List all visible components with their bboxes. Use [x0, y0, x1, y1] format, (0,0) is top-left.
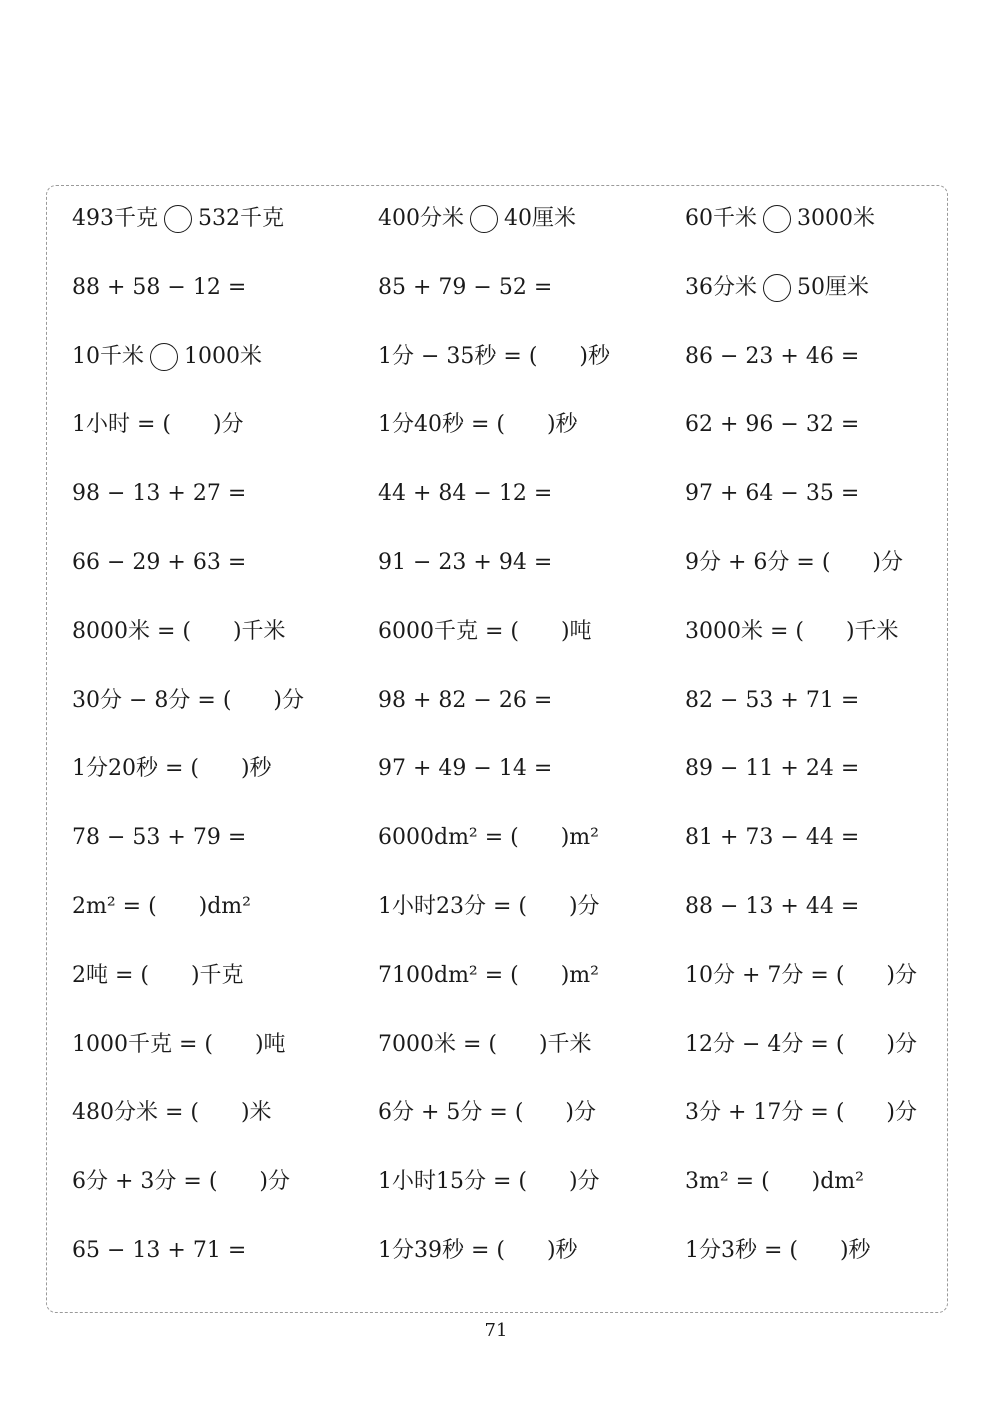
math-problem	[378, 540, 685, 586]
math-problem	[685, 1022, 932, 1068]
math-problem	[378, 678, 685, 724]
math-problem	[72, 609, 378, 655]
answer-circle[interactable]	[164, 205, 192, 233]
math-problem	[685, 1090, 932, 1136]
math-problem	[378, 953, 685, 999]
problem-text: 81 + 73 − 44 =	[685, 825, 860, 851]
problem-text: 91 − 23 + 94 =	[378, 549, 553, 575]
problem-text: 6000千克 = ( )吨	[378, 618, 592, 644]
problem-text: 6分 + 3分 = ( )分	[72, 1169, 290, 1195]
math-problem	[72, 1228, 378, 1274]
math-problem	[378, 746, 685, 792]
math-problem	[378, 1228, 685, 1274]
math-problem	[72, 815, 378, 861]
problem-text: 82 − 53 + 71 =	[685, 687, 860, 713]
compare-right: 1000米	[184, 343, 262, 369]
problem-text: 30分 − 8分 = ( )分	[72, 687, 304, 713]
problem-text: 1分39秒 = ( )秒	[378, 1237, 578, 1263]
math-problem	[685, 746, 932, 792]
problem-text: 1分 − 35秒 = ( )秒	[378, 343, 610, 369]
compare-left: 60千米	[685, 206, 757, 231]
problem-text: 7100dm² = ( )m²	[378, 962, 599, 988]
problem-text: 1小时 = ( )分	[72, 412, 244, 438]
problem-text: 6000dm² = ( )m²	[378, 825, 599, 851]
problem-text: 3m² = ( )dm²	[685, 1169, 864, 1195]
answer-circle[interactable]	[763, 205, 791, 233]
math-problem	[685, 402, 932, 448]
math-problem	[378, 609, 685, 655]
math-problem	[72, 746, 378, 792]
math-problem	[72, 1022, 378, 1068]
problem-text: 98 + 82 − 26 =	[378, 687, 553, 713]
math-problem	[72, 1159, 378, 1205]
problem-text: 97 + 49 − 14 =	[378, 756, 553, 782]
problem-text: 12分 − 4分 = ( )分	[685, 1031, 917, 1057]
problem-text: 1小时23分 = ( )分	[378, 893, 600, 919]
math-problem	[378, 471, 685, 517]
math-problem	[378, 265, 685, 311]
compare-left: 10千米	[72, 343, 144, 369]
math-problem	[378, 402, 685, 448]
math-problem	[72, 265, 378, 311]
math-problem	[72, 471, 378, 517]
math-problem	[72, 402, 378, 448]
problem-text: 44 + 84 − 12 =	[378, 481, 553, 507]
math-problem	[685, 884, 932, 930]
page-number: 71	[484, 1320, 508, 1341]
compare-right: 532千克	[198, 206, 284, 231]
problem-text: 62 + 96 − 32 =	[685, 412, 860, 438]
problem-grid	[72, 196, 932, 1297]
math-problem	[685, 540, 932, 586]
math-problem	[72, 884, 378, 930]
math-problem	[72, 1090, 378, 1136]
problem-text: 2m² = ( )dm²	[72, 893, 251, 919]
problem-text: 10分 + 7分 = ( )分	[685, 962, 917, 988]
math-problem	[685, 334, 932, 380]
problem-text: 98 − 13 + 27 =	[72, 481, 247, 507]
math-problem	[378, 1090, 685, 1136]
compare-right: 3000米	[797, 206, 875, 231]
math-problem	[72, 678, 378, 724]
problem-text: 3分 + 17分 = ( )分	[685, 1100, 917, 1126]
answer-circle[interactable]	[150, 343, 178, 371]
math-problem	[378, 1159, 685, 1205]
comparison-problem	[685, 196, 932, 242]
problem-text: 1分3秒 = ( )秒	[685, 1237, 871, 1263]
math-problem	[685, 815, 932, 861]
problem-text: 88 + 58 − 12 =	[72, 274, 247, 300]
problem-text: 3000米 = ( )千米	[685, 618, 899, 644]
math-problem	[685, 609, 932, 655]
comparison-problem	[378, 196, 685, 242]
problem-text: 88 − 13 + 44 =	[685, 893, 860, 919]
compare-right: 40厘米	[504, 206, 576, 231]
problem-text: 7000米 = ( )千米	[378, 1031, 592, 1057]
problem-text: 65 − 13 + 71 =	[72, 1237, 247, 1263]
problem-text: 9分 + 6分 = ( )分	[685, 549, 903, 575]
problem-text: 8000米 = ( )千米	[72, 618, 286, 644]
math-problem	[378, 884, 685, 930]
problem-text: 97 + 64 − 35 =	[685, 481, 860, 507]
compare-left: 36分米	[685, 274, 757, 300]
math-problem	[685, 678, 932, 724]
compare-left: 493千克	[72, 206, 158, 231]
problem-text: 1小时15分 = ( )分	[378, 1169, 600, 1195]
comparison-problem	[72, 334, 378, 380]
problem-text: 2吨 = ( )千克	[72, 962, 244, 988]
problem-text: 66 − 29 + 63 =	[72, 549, 247, 575]
math-problem	[685, 471, 932, 517]
answer-circle[interactable]	[763, 274, 791, 302]
math-problem	[378, 815, 685, 861]
problem-text: 85 + 79 − 52 =	[378, 274, 553, 300]
problem-text: 480分米 = ( )米	[72, 1100, 272, 1126]
answer-circle[interactable]	[470, 205, 498, 233]
problem-text: 6分 + 5分 = ( )分	[378, 1100, 596, 1126]
compare-right: 50厘米	[797, 274, 869, 300]
math-problem	[685, 1228, 932, 1274]
math-problem	[685, 953, 932, 999]
compare-left: 400分米	[378, 206, 464, 231]
problem-text: 78 − 53 + 79 =	[72, 825, 247, 851]
math-problem	[72, 540, 378, 586]
problem-text: 1000千克 = ( )吨	[72, 1031, 286, 1057]
problem-text: 1分20秒 = ( )秒	[72, 756, 272, 782]
math-problem	[685, 1159, 932, 1205]
problem-text: 86 − 23 + 46 =	[685, 343, 860, 369]
math-problem	[378, 1022, 685, 1068]
problem-text: 89 − 11 + 24 =	[685, 756, 860, 782]
comparison-problem	[685, 265, 932, 311]
problem-text: 1分40秒 = ( )秒	[378, 412, 578, 438]
math-problem	[378, 334, 685, 380]
math-problem	[72, 953, 378, 999]
comparison-problem	[72, 196, 378, 242]
